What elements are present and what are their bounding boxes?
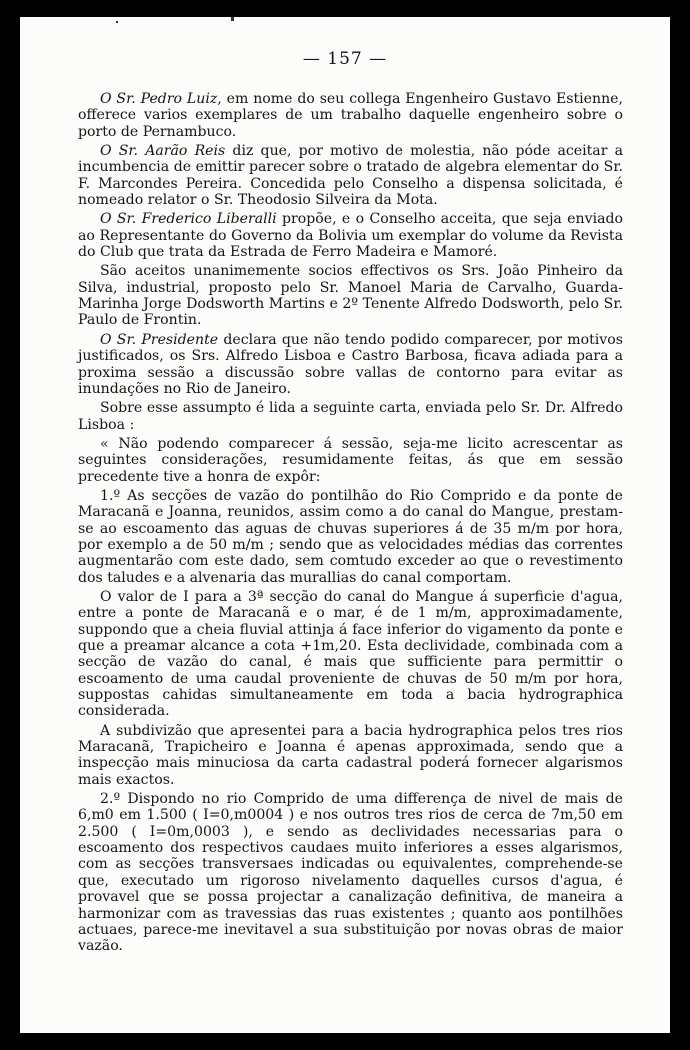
speaker-name: O Sr. Pedro Luiz [100,91,218,107]
page-number: — 157 — [302,49,388,69]
speaker-name: O Sr. Presidente [100,331,219,348]
body-text [78,91,623,958]
paragraph-11: 2.º Dispondo no rio Comprido de uma differença de nivel de mais de 6,m0 em 1.500 ( I=0,m0004 ) e nos outros tres rios de cerca de 7m,50 em 2.500 ( I=0m,0003 ), e sendo as declividades necessarias para o escoamento dos respectivos caudaes muito inferiores a esses algarismos, com as secções transversaes indicadas ou equivalentes, comprehende-se que, executado um rigoroso nivelamento daquelles cursos d'agua, é provavel que se possa projectar a canalização definitiva, de maneira a harmonizar com as travessias das ruas existentes ; quanto aos pontilhões actuaes, parece-me inevitavel a sua substituição por novas obras de maior vazão. [78,791,623,955]
paragraph-4: São aceitos unanimemente socios effectivos os Srs. João Pinheiro da Silva, industrial, proposto pelo Sr. Manoel Maria de Carvalho, Guarda-Marinha Jorge Dodsworth Martins e 2º Tenente Alfredo Dodsworth, pelo Sr. Paulo de Frontin. [78,263,623,329]
paragraph-3: O Sr. Frederico Liberalli propõe, e o Conselho acceita, que seja enviado ao Representante do Governo da Bolivia um exemplar do volume da Revista do Club que trata da Estrada de Ferro Madeira e Mamoré. [78,211,623,261]
paragraph-7: « Não podendo comparecer á sessão, seja-me licito acrescentar as seguintes considerações, resumidamente feitas, ás que em sessão precedente tive a honra de expôr: [78,435,623,485]
print-speck [231,17,234,21]
speaker-name: O Sr. Aarão Reis [100,143,226,160]
speaker-name: O Sr. Frederico Liberalli [100,211,277,228]
paragraph-6: Sobre esse assumpto é lida a seguinte carta, enviada pelo Sr. Dr. Alfredo Lisboa : [78,400,623,433]
paragraph-9: O valor de I para a 3ª secção do canal do Mangue á superficie d'agua, entre a ponte de Maracanã e o mar, é de 1 m/m, approximadamente, suppondo que a cheia fluvial attinja á face inferior do vigamento da ponte e que a preamar alcance a cota +1m,20. Esta declividade, combinada com a secção de vazão do canal, é mais que sufficiente para permittir o escoamento de uma caudal proveniente de chuvas de 50 m/m por hora, suppostas cahidas simultaneamente em toda a bacia hydrographica considerada. [78,588,623,720]
paragraph-8: 1.º As secções de vazão do pontilhão do Rio Comprido e da ponte de Maracanã e Joanna, reunidos, assim como a do canal do Mangue, prestam-se ao escoamento das aguas de chuvas superiores á de 35 m/m por hora, por exemplo a de 50 m/m ; sendo que as velocidades médias das correntes augmentarão com este dado, sem comtudo exceder ao que o revestimento dos taludes e a alvenaria das murallias do canal comportam. [78,487,623,586]
paragraph-1: O Sr. Pedro Luiz, em nome do seu collega Engenheiro Gustavo Estienne, offerece varios exemplares de um trabalho daquelle engenheiro sobre o porto de Pernambuco. [78,91,623,140]
document-page [20,17,670,1033]
paragraph-2: O Sr. Aarão Reis diz que, por motivo de molestia, não póde aceitar a incumbencia de emittir parecer sobre o tratado de algebra elementar do Sr. F. Marcondes Pereira. Concedida pelo Conselho a dispensa solicitada, é nomeado relator o Sr. Theodosio Silveira da Mota. [78,143,623,209]
print-speck [116,21,118,23]
paragraph-5: O Sr. Presidente declara que não tendo podido comparecer, por motivos justificados, os Srs. Alfredo Lisboa e Castro Barbosa, ficava adiada para a proxima sessão a discussão sobre vallas de contorno para evitar as inundações no Rio de Janeiro. [78,331,623,397]
paragraph-10: A subdivizão que apresentei para a bacia hydrographica pelos tres rios Maracanã, Trapicheiro e Joanna é apenas approximada, sendo que a inspecção mais minuciosa da carta cadastral poderá fornecer algarismos mais exactos. [78,722,623,788]
